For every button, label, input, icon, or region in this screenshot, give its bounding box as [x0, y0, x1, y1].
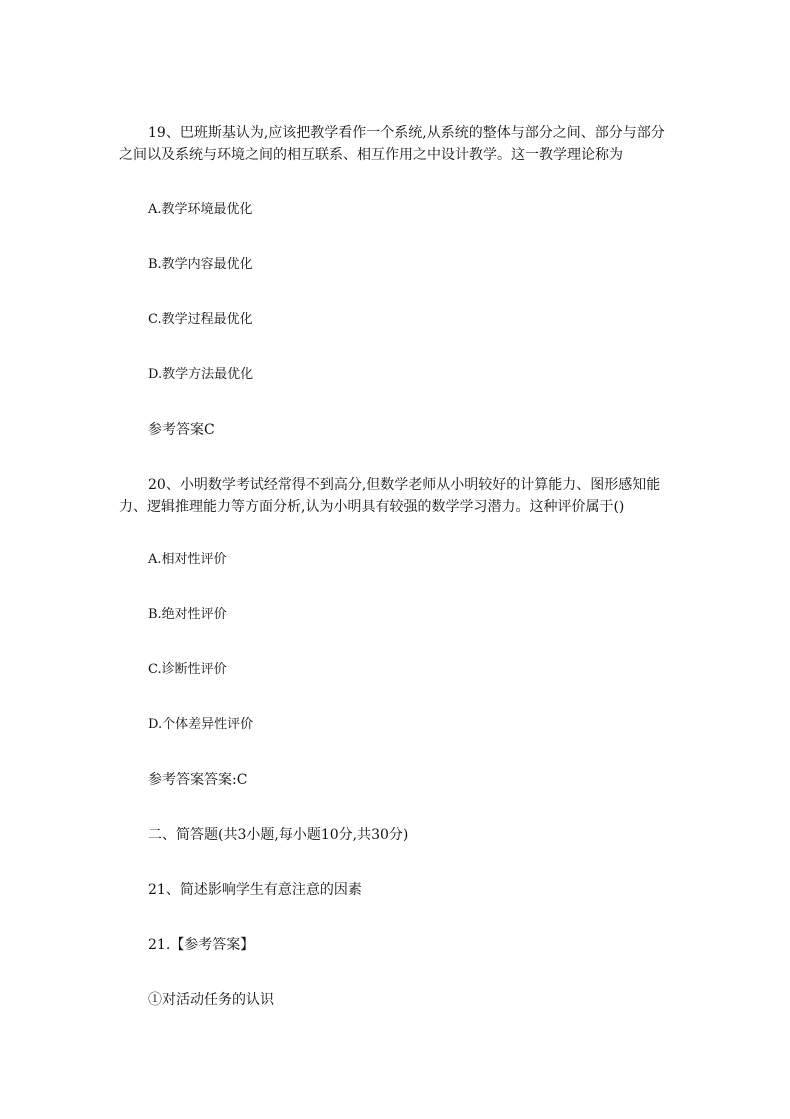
question-19-option-d: D.教学方法最优化 — [148, 367, 254, 382]
question-20-option-c: C.诊断性评价 — [148, 662, 227, 677]
question-20-option-a: A.相对性评价 — [148, 552, 227, 567]
question-19-option-b: B.教学内容最优化 — [148, 257, 253, 272]
question-19-option-c: C.教学过程最优化 — [148, 312, 253, 327]
question-19-answer: 参考答案C — [148, 422, 215, 438]
question-21-stem: 21、简述影响学生有意注意的因素 — [148, 882, 362, 898]
question-20-option-d: D.个体差异性评价 — [148, 717, 254, 732]
question-20-stem-line-2: 力、逻辑推理能力等方面分析,认为小明具有较强的数学学习潜力。这种评价属于() — [119, 499, 625, 515]
question-21-answer-header: 21.【参考答案】 — [148, 937, 255, 953]
section-title: 二、简答题(共3小题,每小题10分,共30分) — [148, 827, 409, 843]
question-19-option-a: A.教学环境最优化 — [148, 202, 253, 217]
question-21-answer-item-1: ①对活动任务的认识 — [148, 992, 274, 1008]
question-20-option-b: B.绝对性评价 — [148, 607, 227, 622]
question-20-stem-line-1: 20、小明数学考试经常得不到高分,但数学老师从小明较好的计算能力、图形感知能 — [148, 477, 661, 493]
question-20-answer: 参考答案答案:C — [148, 772, 248, 788]
question-19-stem-line-2: 之间以及系统与环境之间的相互联系、相互作用之中设计教学。这一教学理论称为 — [119, 147, 623, 163]
question-19-stem-line-1: 19、巴班斯基认为,应该把教学看作一个系统,从系统的整体与部分之间、部分与部分 — [148, 125, 665, 141]
